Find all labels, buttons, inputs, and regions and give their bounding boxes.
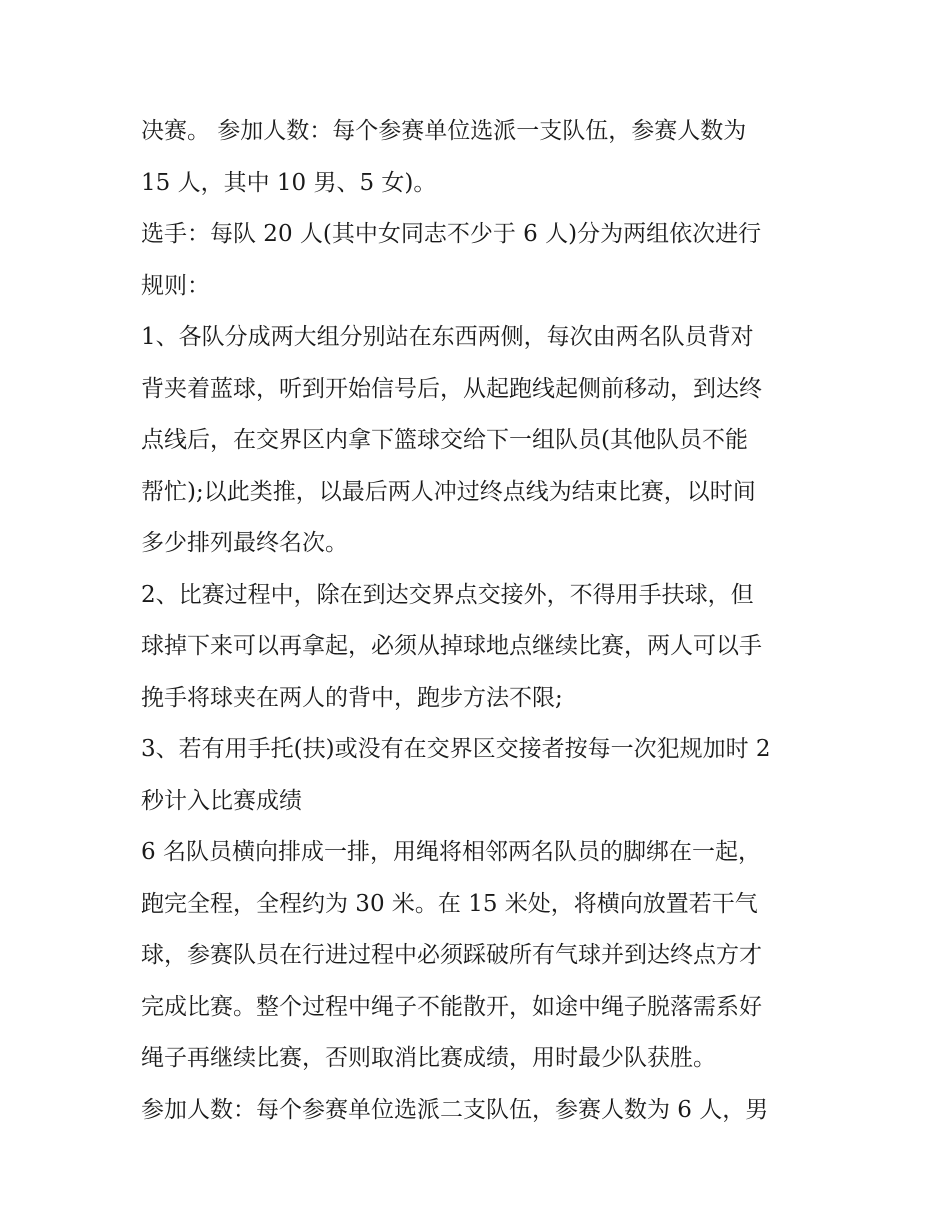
text-line: 规则： bbox=[141, 272, 210, 299]
document-body bbox=[141, 106, 821, 1136]
text-line: 决赛。 参加人数：每个参赛单位选派一支队伍，参赛人数为 bbox=[141, 118, 747, 144]
text-line: 背夹着蓝球，听到开始信号后，从起跑线起侧前移动，到达终 bbox=[141, 375, 762, 402]
text-line: 跑完全程，全程约为 30 米。在 15 米处，将横向放置若干气 bbox=[141, 890, 758, 917]
text-line: 球掉下来可以再拿起，必须从掉球地点继续比赛，两人可以手 bbox=[141, 633, 762, 659]
text-line: 3、若有用手托(扶)或没有在交界区交接者按每一次犯规加时 2 bbox=[141, 736, 771, 762]
text-line: 球，参赛队员在行进过程中必须踩破所有气球并到达终点方才 bbox=[141, 942, 762, 968]
text-line: 挽手将球夹在两人的背中，跑步方法不限; bbox=[141, 684, 563, 711]
text-line: 多少排列最终名次。 bbox=[141, 530, 348, 556]
text-line: 帮忙);以此类推，以最后两人冲过终点线为结束比赛，以时间 bbox=[141, 478, 756, 505]
text-line: 点线后，在交界区内拿下篮球交给下一组队员(其他队员不能 bbox=[141, 427, 748, 453]
text-line: 参加人数：每个参赛单位选派二支队伍，参赛人数为 6 人，男 bbox=[141, 1096, 769, 1123]
text-line: 绳子再继续比赛，否则取消比赛成绩，用时最少队获胜。 bbox=[141, 1045, 716, 1071]
text-line: 完成比赛。整个过程中绳子不能散开，如途中绳子脱落需系好 bbox=[141, 993, 762, 1020]
text-line: 15 人，其中 10 男、5 女)。 bbox=[141, 169, 437, 196]
text-line: 1、各队分成两大组分别站在东西两侧，每次由两名队员背对 bbox=[141, 324, 754, 350]
text-line: 6 名队员横向排成一排，用绳将相邻两名队员的脚绑在一起， bbox=[141, 839, 761, 865]
text-line: 秒计入比赛成绩 bbox=[141, 787, 302, 814]
text-line: 2、比赛过程中，除在到达交界点交接外，不得用手扶球，但 bbox=[141, 581, 754, 608]
text-line: 选手：每队 20 人(其中女同志不少于 6 人)分为两组依次进行 bbox=[141, 221, 762, 247]
